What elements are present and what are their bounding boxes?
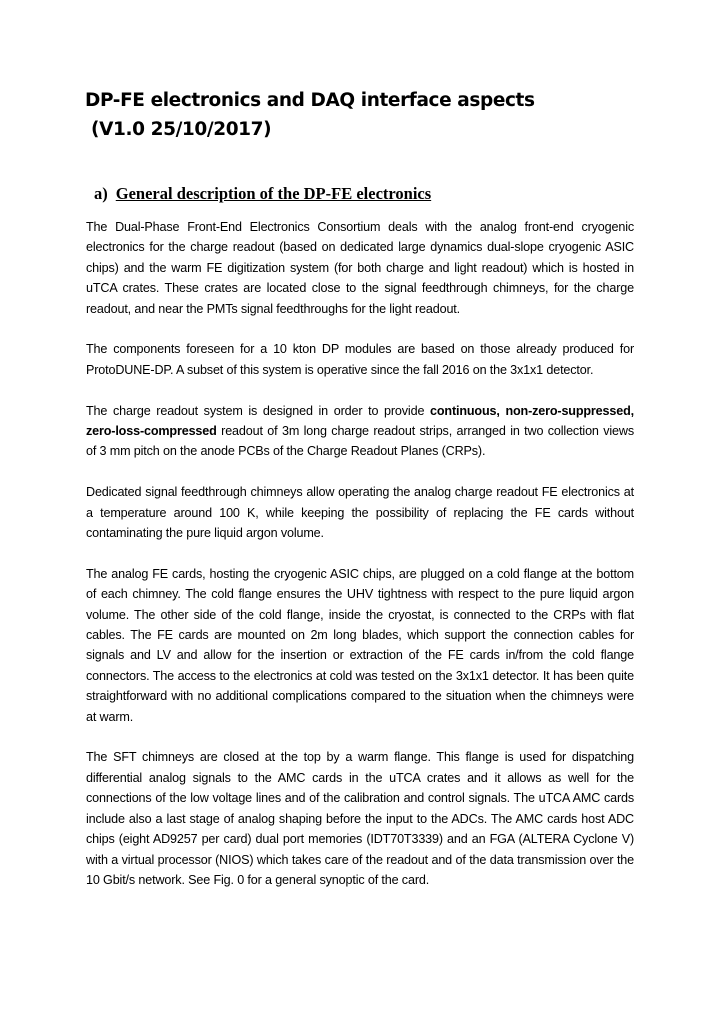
paragraph-6: The SFT chimneys are closed at the top by a warm flange. This flange is used for dispatching differential analog signals to the AMC cards in the uTCA crates and it allows as well for the connections of the low voltage lines and of the calibration and control signals. The uTCA AMC cards include also a last stage of analog shaping before the input to the ADCs. The AMC cards host ADC chips (eight AD9257 per card) dual port memories (IDT70T3339) and an FGA (ALTERA Cyclone V) with a virtual processor (NIOS) which takes care of the readout and of the data transmission over the 10 Gbit/s network. See Fig. 0 for a general synoptic of the card.: [86, 750, 634, 887]
paragraph-3-text-end: readout of 3m long charge readout strips, arranged in two collection views of 3 mm pitch on the anode PCBs of the Charge Readout Planes (CRPs).: [86, 424, 634, 459]
document-title-line-1: DP-FE electronics and DAQ interface aspects: [85, 90, 535, 111]
paragraph-3-emphasis: continuous, non-zero-suppressed, zero-loss-compressed: [86, 403, 634, 439]
paragraph-1: The Dual-Phase Front-End Electronics Consortium deals with the analog front-end cryogenic electronics for the charge readout (based on dedicated large dynamics dual-slope cryogenic ASIC chips) and the warm FE digitization system (for both charge and light readout) which is hosted in uTCA crates. These crates are located close to the signal feedthrough chimneys, for the charge readout, and near the PMTs signal feedthroughs for the light readout.: [86, 220, 634, 316]
paragraph-3: [86, 401, 634, 462]
section-heading: [94, 183, 431, 205]
paragraph-2: The components foreseen for a 10 kton DP modules are based on those already produced for ProtoDUNE-DP. A subset of this system is operative since the fall 2016 on the 3x1x1 detector.: [86, 342, 634, 377]
section-letter: a): [94, 184, 108, 203]
paragraph-4: Dedicated signal feedthrough chimneys allow operating the analog charge readout FE electronics at a temperature around 100 K, while keeping the possibility of replacing the FE cards without contaminating the pure liquid argon volume.: [86, 485, 634, 541]
document-title-line-2: (V1.0 25/10/2017): [85, 119, 272, 140]
section-body: [86, 217, 634, 911]
document-title: [85, 86, 645, 144]
paragraph-5: The analog FE cards, hosting the cryogenic ASIC chips, are plugged on a cold flange at the bottom of each chimney. The cold flange ensures the UHV tightness with respect to the pure liquid argon volume. The other side of the cold flange, inside the cryostat, is connected to the CRPs with flat cables. The FE cards are mounted on 2m long blades, which support the connection cables for signals and LV and allow for the insertion or extraction of the FE cards in/from the cold flange connectors. The access to the electronics at cold was tested on the 3x1x1 detector. It has been quite straightforward with no additional complications compared to the situation when the chimneys were at warm.: [86, 566, 634, 724]
paragraph-3-text-start: The charge readout system is designed in order to provide: [86, 403, 431, 418]
section-title: General description of the DP-FE electronics: [115, 184, 432, 203]
